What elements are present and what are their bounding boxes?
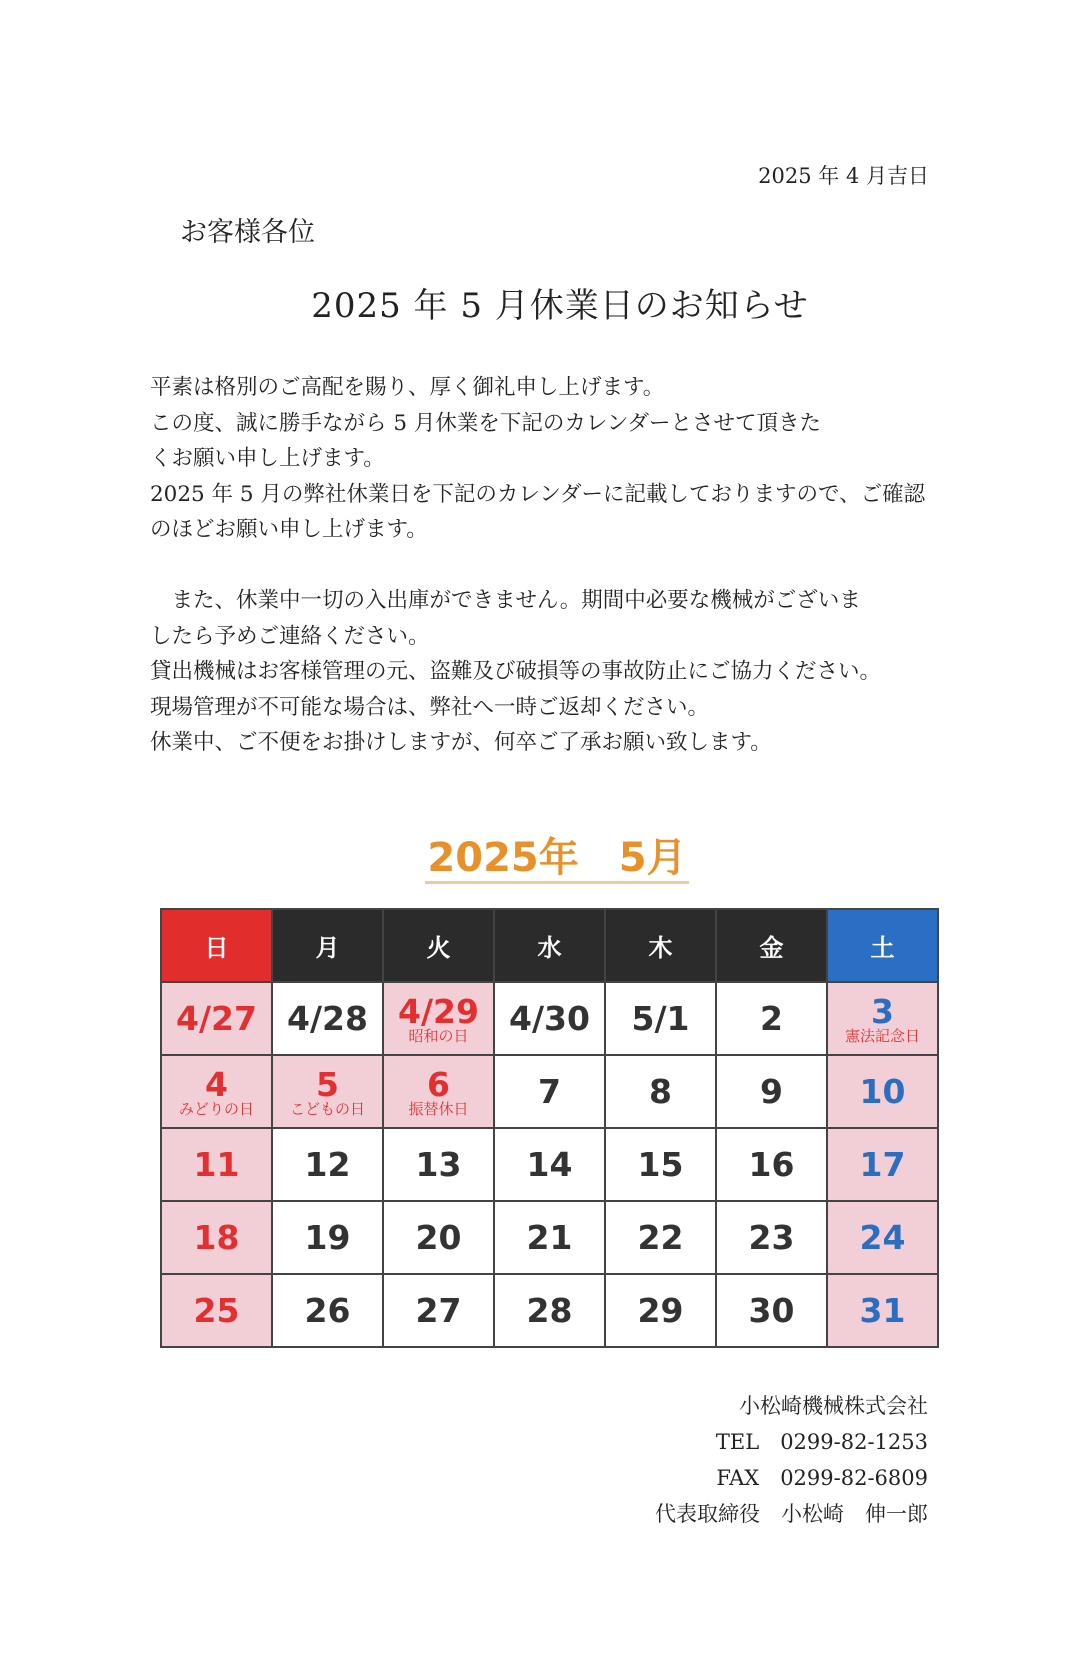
issue-date: 2025 年 4 月吉日	[758, 164, 929, 188]
day-number: 12	[304, 1144, 351, 1184]
holiday-name: 憲法記念日	[844, 1026, 920, 1045]
calendar-day-cell	[605, 982, 716, 1055]
body-line: のほどお願い申し上げます。	[150, 517, 428, 542]
calendar-day-cell	[716, 1055, 827, 1128]
day-number: 30	[748, 1290, 795, 1330]
day-number: 3	[871, 991, 894, 1031]
calendar-day-cell	[827, 1128, 938, 1201]
calendar-day-cell	[605, 1274, 716, 1347]
holiday-name: 昭和の日	[408, 1026, 469, 1045]
weekday-header: 火	[383, 909, 494, 982]
day-number: 20	[415, 1217, 462, 1257]
calendar-day-cell	[161, 982, 272, 1055]
calendar-day-cell	[605, 1055, 716, 1128]
day-number: 25	[193, 1290, 240, 1330]
calendar-day-cell	[494, 982, 605, 1055]
tel-number: TEL 0299-82-1253	[715, 1430, 928, 1454]
body-line: したら予めご連絡ください。	[150, 623, 430, 649]
fax-number: FAX 0299-82-6809	[716, 1466, 928, 1490]
calendar-day-cell	[272, 1201, 383, 1274]
day-number: 9	[760, 1071, 783, 1111]
weekday-header: 木	[605, 909, 716, 982]
calendar-day-cell	[494, 1274, 605, 1347]
holiday-name: 振替休日	[408, 1099, 469, 1118]
day-number: 29	[637, 1290, 684, 1330]
calendar-day-cell	[272, 982, 383, 1055]
body-line: また、休業中一切の入出庫ができません。期間中必要な機械がございま	[150, 588, 861, 613]
calendar-day-cell	[383, 1274, 494, 1347]
day-number: 5/1	[631, 998, 690, 1038]
day-number: 4/30	[509, 998, 590, 1038]
day-number: 6	[427, 1064, 450, 1104]
calendar-day-cell	[272, 1055, 383, 1128]
day-number: 13	[415, 1144, 462, 1184]
holiday-name: みどりの日	[178, 1099, 254, 1118]
calendar-day-cell	[605, 1201, 716, 1274]
day-number: 19	[304, 1217, 351, 1257]
calendar-day-cell	[161, 1201, 272, 1274]
company-name: 小松崎機械株式会社	[739, 1394, 928, 1418]
calendar-header-row	[161, 909, 938, 982]
calendar-day-cell	[383, 1201, 494, 1274]
day-number: 4	[205, 1064, 228, 1104]
calendar-day-cell	[605, 1128, 716, 1201]
calendar-day-cell	[827, 982, 938, 1055]
recipient: お客様各位	[180, 217, 315, 248]
calendar-day-cell	[383, 982, 494, 1055]
day-number: 23	[748, 1217, 795, 1257]
representative: 代表取締役 小松崎 伸一郎	[655, 1502, 928, 1526]
body-line: 貸出機械はお客様管理の元、盗難及び破損等の事故防止にご協力ください。	[150, 659, 882, 684]
day-number: 16	[748, 1144, 795, 1184]
calendar-day-cell	[161, 1055, 272, 1128]
calendar-day-cell	[272, 1128, 383, 1201]
calendar-day-cell	[716, 1274, 827, 1347]
day-number: 24	[859, 1217, 906, 1257]
day-number: 10	[859, 1071, 906, 1111]
calendar-day-cell	[716, 1201, 827, 1274]
calendar-title-text: 2025年 5月	[425, 835, 688, 884]
weekday-header: 月	[272, 909, 383, 982]
calendar-day-cell	[383, 1128, 494, 1201]
calendar-day-cell	[827, 1055, 938, 1128]
day-number: 26	[304, 1290, 351, 1330]
day-number: 31	[859, 1290, 906, 1330]
calendar-day-cell	[494, 1128, 605, 1201]
day-number: 5	[316, 1064, 339, 1104]
day-number: 4/29	[398, 991, 479, 1031]
body-line: 2025 年 5 月の弊社休業日を下記のカレンダーに記載しておりますので、ご確認	[150, 481, 926, 507]
calendar-title	[0, 826, 1087, 883]
calendar-day-cell	[272, 1274, 383, 1347]
day-number: 28	[526, 1290, 573, 1330]
calendar-day-cell	[161, 1128, 272, 1201]
day-number: 14	[526, 1144, 573, 1184]
day-number: 8	[649, 1071, 672, 1111]
calendar-week-row	[161, 1274, 938, 1347]
calendar-table	[160, 908, 939, 1348]
calendar-week-row	[161, 982, 938, 1055]
calendar-day-cell	[383, 1055, 494, 1128]
page-title: 2025 年 5 月休業日のお知らせ	[311, 286, 809, 326]
calendar-day-cell	[716, 1128, 827, 1201]
day-number: 21	[526, 1217, 573, 1257]
holiday-name: こどもの日	[289, 1099, 365, 1118]
day-number: 18	[193, 1217, 240, 1257]
calendar-week-row	[161, 1201, 938, 1274]
day-number: 4/27	[176, 998, 257, 1038]
day-number: 4/28	[287, 998, 368, 1038]
body-line: 休業中、ご不便をお掛けしますが、何卒ご了承お願い致します。	[150, 730, 772, 755]
day-number: 2	[760, 998, 783, 1038]
calendar-body	[161, 982, 938, 1347]
signature-block	[0, 1388, 928, 1532]
body-line: くお願い申し上げます。	[150, 446, 385, 471]
day-number: 17	[859, 1144, 906, 1184]
day-number: 15	[637, 1144, 684, 1184]
calendar-day-cell	[494, 1201, 605, 1274]
day-number: 27	[415, 1290, 462, 1330]
calendar-day-cell	[161, 1274, 272, 1347]
weekday-header: 土	[827, 909, 938, 982]
day-number: 11	[193, 1144, 240, 1184]
calendar-day-cell	[827, 1274, 938, 1347]
body-line: 現場管理が不可能な場合は、弊社へ一時ご返却ください。	[150, 694, 710, 720]
day-number: 7	[538, 1071, 561, 1111]
weekday-header: 金	[716, 909, 827, 982]
calendar-week-row	[161, 1128, 938, 1201]
calendar-day-cell	[716, 982, 827, 1055]
weekday-header: 水	[494, 909, 605, 982]
notice-body	[150, 370, 950, 761]
body-line: 平素は格別のご高配を賜り、厚く御礼申し上げます。	[150, 375, 665, 400]
day-number: 22	[637, 1217, 684, 1257]
weekday-header: 日	[161, 909, 272, 982]
calendar-day-cell	[494, 1055, 605, 1128]
calendar-day-cell	[827, 1201, 938, 1274]
calendar-week-row	[161, 1055, 938, 1128]
body-line: この度、誠に勝手ながら 5 月休業を下記のカレンダーとさせて頂きた	[150, 410, 821, 436]
